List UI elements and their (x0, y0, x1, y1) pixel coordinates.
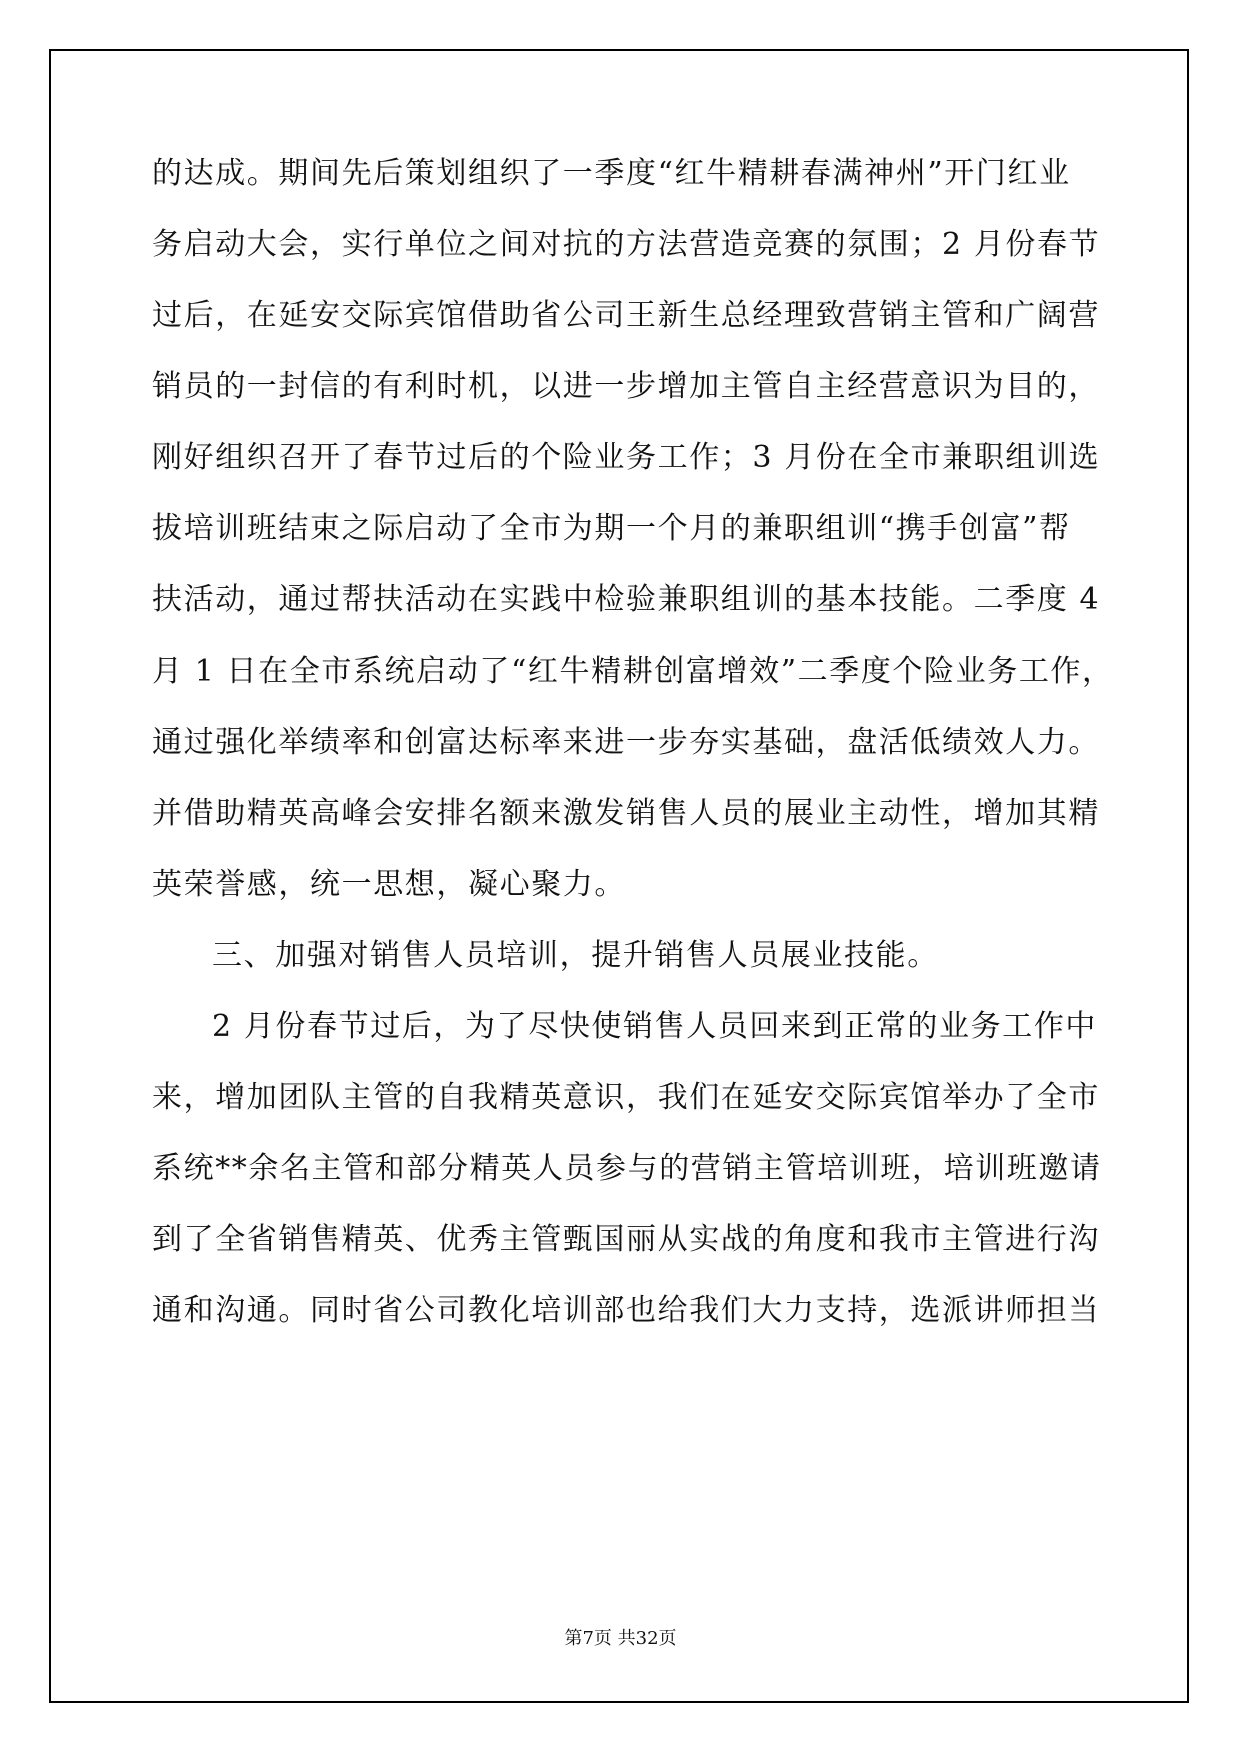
text-line: 拔培训班结束之际启动了全市为期一个月的兼职组训“携手创富”帮 (152, 511, 1071, 546)
text-line: 销员的一封信的有利时机，以进一步增加主管自主经营意识为目的， (152, 369, 1100, 404)
text-line: 过后，在延安交际宾馆借助省公司王新生总经理致营销主管和广阔营 (152, 298, 1100, 333)
page-number-footer: 第7页 共32页 (564, 1628, 677, 1649)
section-heading: 三、加强对销售人员培训，提升销售人员展业技能。 (212, 938, 939, 973)
text-line: 并借助精英高峰会安排名额来激发销售人员的展业主动性，增加其精 (152, 796, 1100, 831)
text-line: 刚好组织召开了春节过后的个险业务工作；3 月份在全市兼职组训选 (152, 440, 1101, 475)
text-line: 系统**余名主管和部分精英人员参与的营销主管培训班，培训班邀请 (152, 1151, 1102, 1186)
text-line: 务启动大会，实行单位之间对抗的方法营造竞赛的氛围；2 月份春节 (152, 227, 1101, 262)
text-line: 2 月份春节过后，为了尽快使销售人员回来到正常的业务工作中 (212, 1009, 1098, 1044)
text-line: 的达成。期间先后策划组织了一季度“红牛精耕春满神州”开门红业 (152, 156, 1071, 191)
text-line: 来，增加团队主管的自我精英意识，我们在延安交际宾馆举办了全市 (152, 1080, 1100, 1115)
text-line: 月 1 日在全市系统启动了“红牛精耕创富增效”二季度个险业务工作， (152, 654, 1114, 689)
text-line: 扶活动，通过帮扶活动在实践中检验兼职组训的基本技能。二季度 4 (152, 582, 1101, 617)
text-line: 通和沟通。同时省公司教化培训部也给我们大力支持，选派讲师担当 (152, 1293, 1100, 1328)
text-line: 通过强化举绩率和创富达标率来进一步夯实基础，盘活低绩效人力。 (152, 725, 1100, 760)
text-line: 到了全省销售精英、优秀主管甄国丽从实战的角度和我市主管进行沟 (152, 1222, 1100, 1257)
text-line: 英荣誉感，统一思想，凝心聚力。 (152, 867, 626, 902)
